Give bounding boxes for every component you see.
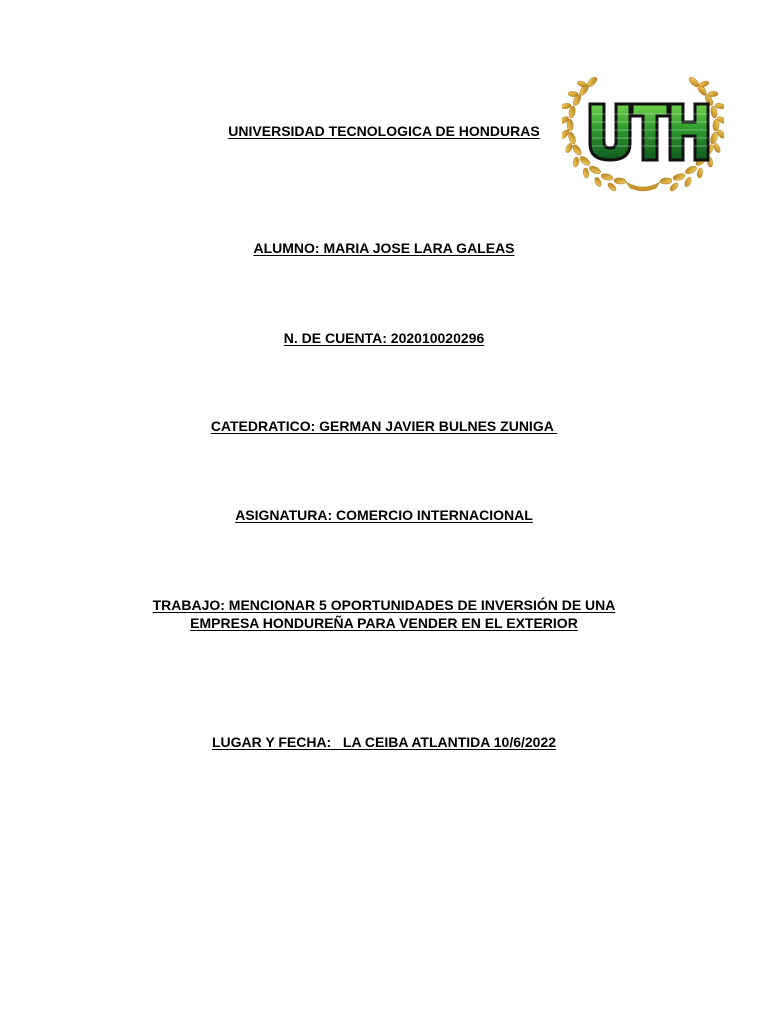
uth-letters bbox=[590, 104, 708, 160]
assignment-title-line-2: EMPRESA HONDUREÑA PARA VENDER EN EL EXTERIOR bbox=[190, 615, 578, 631]
professor-name: CATEDRATICO: GERMAN JAVIER BULNES ZUNIGA bbox=[210, 418, 558, 434]
account-number: N. DE CUENTA: 202010020296 bbox=[283, 330, 485, 346]
university-name: UNIVERSIDAD TECNOLOGICA DE HONDURAS bbox=[228, 123, 540, 139]
student-name: ALUMNO: MARIA JOSE LARA GALEAS bbox=[253, 240, 515, 256]
uth-logo bbox=[562, 70, 724, 192]
place-and-date: LUGAR Y FECHA: LA CEIBA ATLANTIDA 10/6/2022 bbox=[211, 734, 557, 750]
subject-name: ASIGNATURA: COMERCIO INTERNACIONAL bbox=[235, 507, 533, 523]
assignment-title-line-1: TRABAJO: MENCIONAR 5 OPORTUNIDADES DE INVERSIÓN DE UNA bbox=[152, 597, 616, 613]
